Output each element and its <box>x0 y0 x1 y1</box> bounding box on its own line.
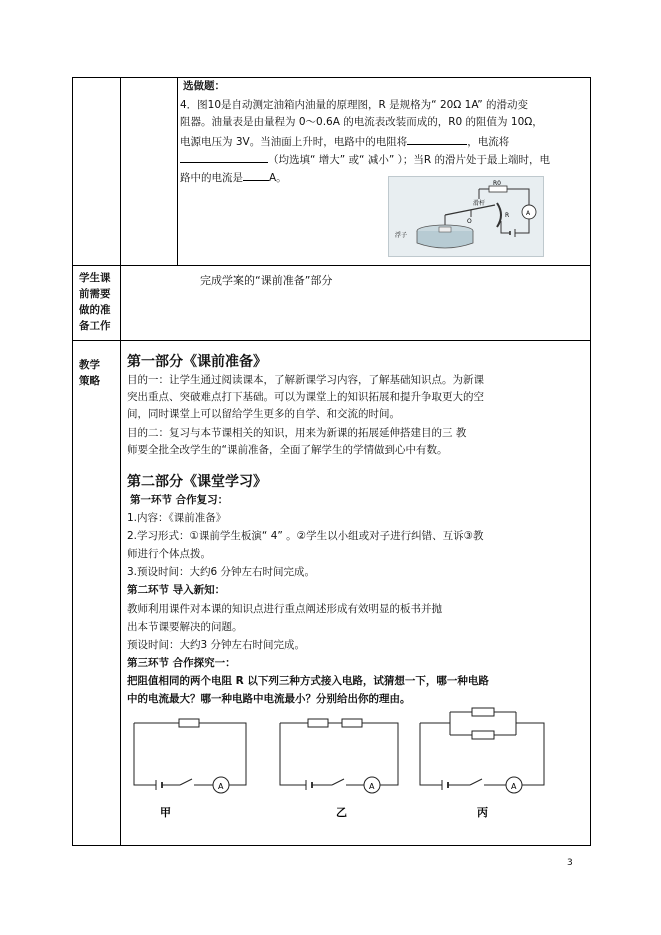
question-line-3-text: 电源电压为 3V。当油面上升时，电路中的电阻将 <box>180 136 408 148</box>
ammeter-bing: A <box>511 782 517 791</box>
circuit-label-jia: 甲 <box>160 806 171 819</box>
circuit-label-bing: 丙 <box>477 806 488 819</box>
question-line-5-text-b: A。 <box>269 172 287 184</box>
row-divider-2 <box>72 340 591 341</box>
optional-question-heading: 选做题： <box>183 80 225 92</box>
question-line-4-text: （均选填“ 增大” 或“ 减小” ）；当R 的滑片处于最上端时，电 <box>268 154 550 166</box>
row-divider-1 <box>72 265 591 266</box>
answer-blank-resistance[interactable] <box>407 134 467 145</box>
question-line-5-text: 路中的电流是 <box>180 172 243 184</box>
row-label-preparation-4: 备工作 <box>79 320 111 332</box>
label-ammeter: A <box>526 210 531 217</box>
row-label-preparation-1: 学生课 <box>79 272 111 284</box>
circuit-label-yi: 乙 <box>336 806 347 819</box>
goal1-line-3: 间，同时课堂上可以留给学生更多的自学、和交流的时间。 <box>127 408 400 420</box>
link1-line-2: 2.学习形式：①课前学生板演“ 4” 。②学生以小组或对子进行纠错、互诉③教 <box>127 530 484 542</box>
link2-line-2: 出本节课要解决的问题。 <box>127 621 243 633</box>
goal2-line-2: 师要全批全改学生的“课前准备，全面了解学生的学情做到心中有数。 <box>127 444 448 456</box>
page-number: 3 <box>567 858 573 868</box>
link1-line-4: 3.预设时间：大约6 分钟左右时间完成。 <box>127 566 316 578</box>
answer-blank-current[interactable] <box>180 152 268 163</box>
link2-line-1: 教师利用课件对本课的知识点进行重点阐述形成有效明显的板书并抛 <box>127 603 442 615</box>
row-label-preparation-3: 做的准 <box>79 304 111 316</box>
question-line-4 <box>180 152 550 167</box>
question-line-1: 4．图10是自动测定油箱内油量的原理图，R 是规格为“ 20Ω 1A” 的滑动变 <box>180 99 529 111</box>
circuit-yi <box>280 719 398 793</box>
circuits-diagram <box>120 700 590 840</box>
oil-gauge-diagram <box>389 177 545 258</box>
label-float: 浮子 <box>395 232 408 239</box>
circuit-jia <box>134 719 246 793</box>
link3-line-1: 把阻值相同的两个电阻 R 以下列三种方式接入电路，试猜想一下，哪一种电路 <box>127 675 489 687</box>
goal1-line-1: 目的一：让学生通过阅读课本，了解新课学习内容，了解基础知识点。为新课 <box>127 374 484 386</box>
row-label-strategy-2: 策略 <box>79 375 100 387</box>
question-line-5 <box>180 170 287 185</box>
link2-line-3: 预设时间：大约3 分钟左右时间完成。 <box>127 639 306 651</box>
link1-line-3: 师进行个体点拨。 <box>127 548 211 560</box>
ammeter-yi: A <box>369 782 375 791</box>
part2-title: 第二部分《课堂学习》 <box>127 474 267 490</box>
link1-title: 第一环节 合作复习： <box>130 494 229 506</box>
circuit-bing <box>420 708 544 793</box>
row-label-strategy <box>79 357 115 389</box>
link3-title: 第三环节 合作探究一： <box>127 657 236 669</box>
link2-title: 第二环节 导入新知： <box>127 584 226 596</box>
row-label-preparation <box>79 270 115 334</box>
oil-gauge-figure <box>388 176 544 257</box>
preparation-text: 完成学案的“课前准备”部分 <box>200 274 333 287</box>
question-line-3 <box>180 134 509 149</box>
question-line-3-text-b: ，电流将 <box>467 136 510 148</box>
col-divider-inner <box>177 77 178 265</box>
row-label-preparation-2: 前需要 <box>79 288 111 300</box>
link1-line-1: 1.内容：《课前准备》 <box>127 512 227 524</box>
link3-line-2: 中的电流最大？哪一种电路中电流最小？分别给出你的理由。 <box>127 693 411 705</box>
part1-title: 第一部分《课前准备》 <box>127 354 267 370</box>
question-line-2: 阻器。油量表是由量程为 0～0.6A 的电流表改装而成的，R0 的阻值为 10Ω， <box>180 116 543 128</box>
label-pivot: O <box>467 218 472 225</box>
label-resistor: R <box>505 212 510 219</box>
label-slider: 滑杆 <box>473 200 486 207</box>
ammeter-jia: A <box>218 782 224 791</box>
label-r0: R0 <box>493 180 501 187</box>
answer-blank-amperes[interactable] <box>243 170 269 181</box>
goal1-line-2: 突出重点、突破难点打下基础。可以为课堂上的知识拓展和提升争取更大的空 <box>127 391 484 403</box>
goal2-line-1: 目的二：复习与本节课相关的知识，用来为新课的拓展延伸搭建目的三 教 <box>127 427 467 439</box>
row-label-strategy-1: 教学 <box>79 359 100 371</box>
